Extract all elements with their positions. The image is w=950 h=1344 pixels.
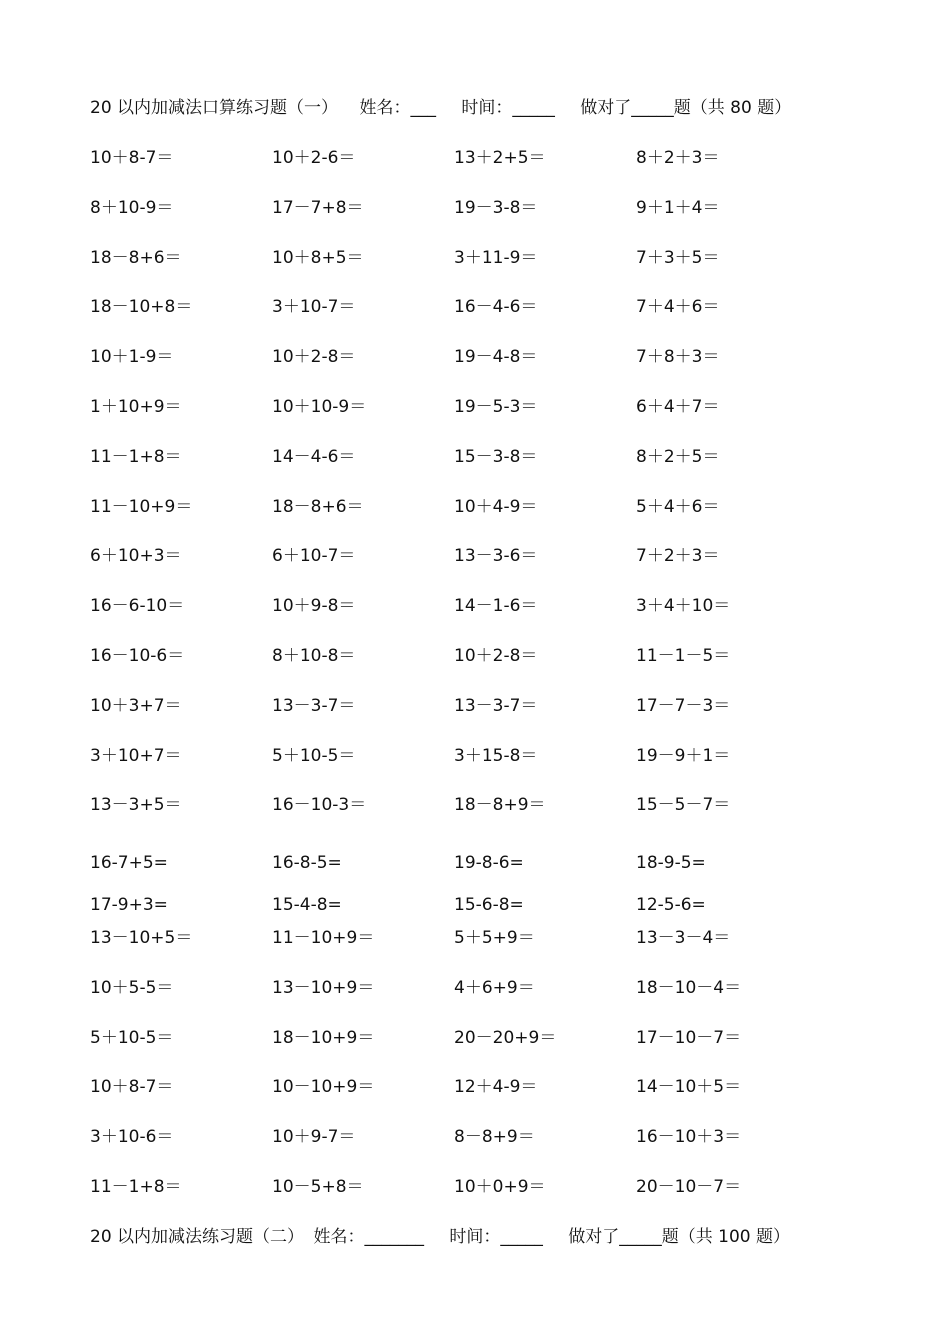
problem-row (90, 644, 890, 668)
arithmetic-problem: 10＋8-7＝ (90, 1077, 174, 1098)
arithmetic-problem: 10＋9-7＝ (272, 1127, 356, 1148)
arithmetic-problem: 16－4-6＝ (454, 297, 538, 318)
arithmetic-problem: 6＋4＋7＝ (636, 397, 720, 417)
arithmetic-problem: 5＋4＋6＝ (636, 496, 720, 517)
arithmetic-problem: 9＋1＋4＝ (636, 197, 720, 218)
arithmetic-problem: 13－3-6＝ (454, 546, 538, 567)
arithmetic-problem: 20－10－7＝ (636, 1177, 742, 1197)
arithmetic-problem: 13－3+5＝ (90, 795, 182, 816)
arithmetic-problem: 11－1－5＝ (636, 646, 731, 666)
arithmetic-problem: 15－5－7＝ (636, 795, 731, 816)
arithmetic-problem: 12-5-6= (636, 895, 706, 915)
arithmetic-problem: 3＋10+7＝ (90, 745, 182, 766)
arithmetic-problem: 5＋5+9＝ (454, 928, 535, 948)
arithmetic-problem: 3＋15-8＝ (454, 745, 538, 766)
arithmetic-problem: 19－5-3＝ (454, 397, 538, 417)
problem-row (90, 1175, 890, 1199)
arithmetic-problem: 17-9+3= (90, 895, 168, 915)
arithmetic-problem: 15-6-8= (454, 895, 524, 915)
time-field-label-2: 时间：_____ (449, 1227, 543, 1247)
problem-row (90, 445, 890, 469)
arithmetic-problem: 14－1-6＝ (454, 596, 538, 617)
arithmetic-problem: 10＋10-9＝ (272, 397, 367, 417)
arithmetic-problem: 11－10+9＝ (272, 928, 375, 948)
arithmetic-problem: 3＋4＋10＝ (636, 596, 731, 617)
arithmetic-problem: 11－10+9＝ (90, 496, 193, 517)
arithmetic-problem: 10＋3+7＝ (90, 695, 182, 716)
arithmetic-problem: 8＋10-9＝ (90, 197, 174, 218)
time-field-label: 时间：_____ (461, 98, 555, 118)
arithmetic-problem: 10＋1-9＝ (90, 347, 174, 368)
arithmetic-problem: 7＋2＋3＝ (636, 546, 720, 567)
arithmetic-problem: 3＋10-7＝ (272, 297, 356, 318)
arithmetic-problem: 4＋6+9＝ (454, 977, 535, 998)
name-field-label-2: 姓名：_______ (313, 1227, 424, 1247)
arithmetic-problem: 12＋4-9＝ (454, 1077, 538, 1098)
arithmetic-problem: 16－10-6＝ (90, 646, 185, 666)
arithmetic-problem: 16－6-10＝ (90, 596, 185, 617)
arithmetic-problem: 10＋9-8＝ (272, 596, 356, 617)
arithmetic-problem: 19-8-6= (454, 853, 524, 873)
arithmetic-problem: 7＋8＋3＝ (636, 347, 720, 368)
problem-row (90, 744, 890, 768)
arithmetic-problem: 10＋8-7＝ (90, 148, 174, 168)
problem-row (90, 295, 890, 319)
problem-row (90, 196, 890, 220)
problem-row (90, 1026, 890, 1050)
arithmetic-problem: 16-8-5= (272, 853, 342, 873)
arithmetic-problem: 20－20+9＝ (454, 1027, 557, 1048)
arithmetic-problem: 7＋3＋5＝ (636, 247, 720, 268)
arithmetic-problem: 18－8+6＝ (90, 247, 182, 268)
arithmetic-problem: 10－10+9＝ (272, 1077, 375, 1098)
problem-row (90, 246, 890, 270)
problem-row (90, 893, 890, 917)
arithmetic-problem: 13＋2+5＝ (454, 148, 546, 168)
arithmetic-problem: 18－8+6＝ (272, 496, 364, 517)
problem-row (90, 544, 890, 568)
arithmetic-problem: 19－4-8＝ (454, 347, 538, 368)
arithmetic-problem: 15－3-8＝ (454, 446, 538, 467)
worksheet-title-2: 20 以内加减法练习题（二） (90, 1227, 305, 1247)
arithmetic-problem: 10＋0+9＝ (454, 1177, 546, 1197)
name-field-label: 姓名：___ (359, 98, 436, 118)
arithmetic-problem: 14－10＋5＝ (636, 1077, 742, 1098)
arithmetic-problem: 13－3-7＝ (272, 695, 356, 716)
problem-row (90, 851, 890, 875)
arithmetic-problem: 5＋10-5＝ (90, 1027, 174, 1048)
arithmetic-problem: 16－10-3＝ (272, 795, 367, 816)
arithmetic-problem: 10＋2-6＝ (272, 148, 356, 168)
arithmetic-problem: 18-9-5= (636, 853, 706, 873)
arithmetic-problem: 10＋5-5＝ (90, 977, 174, 998)
problem-row (90, 594, 890, 618)
problem-row (90, 976, 890, 1000)
arithmetic-problem: 3＋10-6＝ (90, 1127, 174, 1148)
problem-row (90, 926, 890, 950)
problem-row (90, 1075, 890, 1099)
arithmetic-problem: 19－9＋1＝ (636, 745, 731, 766)
problem-row (90, 395, 890, 419)
arithmetic-problem: 16－10＋3＝ (636, 1127, 742, 1148)
arithmetic-problem: 6＋10+3＝ (90, 546, 182, 567)
arithmetic-problem: 5＋10-5＝ (272, 745, 356, 766)
arithmetic-problem: 10＋4-9＝ (454, 496, 538, 517)
problem-row (90, 345, 890, 369)
arithmetic-problem: 6＋10-7＝ (272, 546, 356, 567)
score-field-label-2: 做对了_____题（共 100 题） (568, 1227, 791, 1247)
arithmetic-problem: 10－5+8＝ (272, 1177, 364, 1197)
arithmetic-problem: 8＋2＋5＝ (636, 446, 720, 467)
arithmetic-problem: 1＋10+9＝ (90, 397, 182, 417)
worksheet-header-2 (90, 1225, 790, 1249)
arithmetic-problem: 15-4-8= (272, 895, 342, 915)
problem-row (90, 495, 890, 519)
arithmetic-problem: 18－10－4＝ (636, 977, 742, 998)
arithmetic-problem: 3＋11-9＝ (454, 247, 538, 268)
arithmetic-problem: 11－1+8＝ (90, 446, 182, 467)
problem-row (90, 694, 890, 718)
arithmetic-problem: 13－3－4＝ (636, 928, 731, 948)
arithmetic-problem: 19－3-8＝ (454, 197, 538, 218)
problem-row (90, 793, 890, 817)
arithmetic-problem: 7＋4＋6＝ (636, 297, 720, 318)
score-field-label: 做对了_____题（共 80 题） (580, 98, 792, 118)
arithmetic-problem: 17－10－7＝ (636, 1027, 742, 1048)
arithmetic-problem: 8＋2＋3＝ (636, 148, 720, 168)
problem-row (90, 146, 890, 170)
arithmetic-problem: 17－7－3＝ (636, 695, 731, 716)
arithmetic-problem: 14－4-6＝ (272, 446, 356, 467)
arithmetic-problem: 13－10+9＝ (272, 977, 375, 998)
arithmetic-problem: 8－8+9＝ (454, 1127, 535, 1148)
arithmetic-problem: 10＋2-8＝ (272, 347, 356, 368)
arithmetic-problem: 16-7+5= (90, 853, 168, 873)
problem-row (90, 1125, 890, 1149)
arithmetic-problem: 17－7+8＝ (272, 197, 364, 218)
arithmetic-problem: 11－1+8＝ (90, 1177, 182, 1197)
worksheet-title-1: 20 以内加减法口算练习题（一） (90, 98, 339, 118)
arithmetic-problem: 18－10+8＝ (90, 297, 193, 318)
arithmetic-problem: 10＋8+5＝ (272, 247, 364, 268)
arithmetic-problem: 18－10+9＝ (272, 1027, 375, 1048)
arithmetic-problem: 13－10+5＝ (90, 928, 193, 948)
arithmetic-problem: 10＋2-8＝ (454, 646, 538, 666)
arithmetic-problem: 13－3-7＝ (454, 695, 538, 716)
arithmetic-problem: 18－8+9＝ (454, 795, 546, 816)
worksheet-header-1 (90, 96, 791, 120)
arithmetic-problem: 8＋10-8＝ (272, 646, 356, 666)
